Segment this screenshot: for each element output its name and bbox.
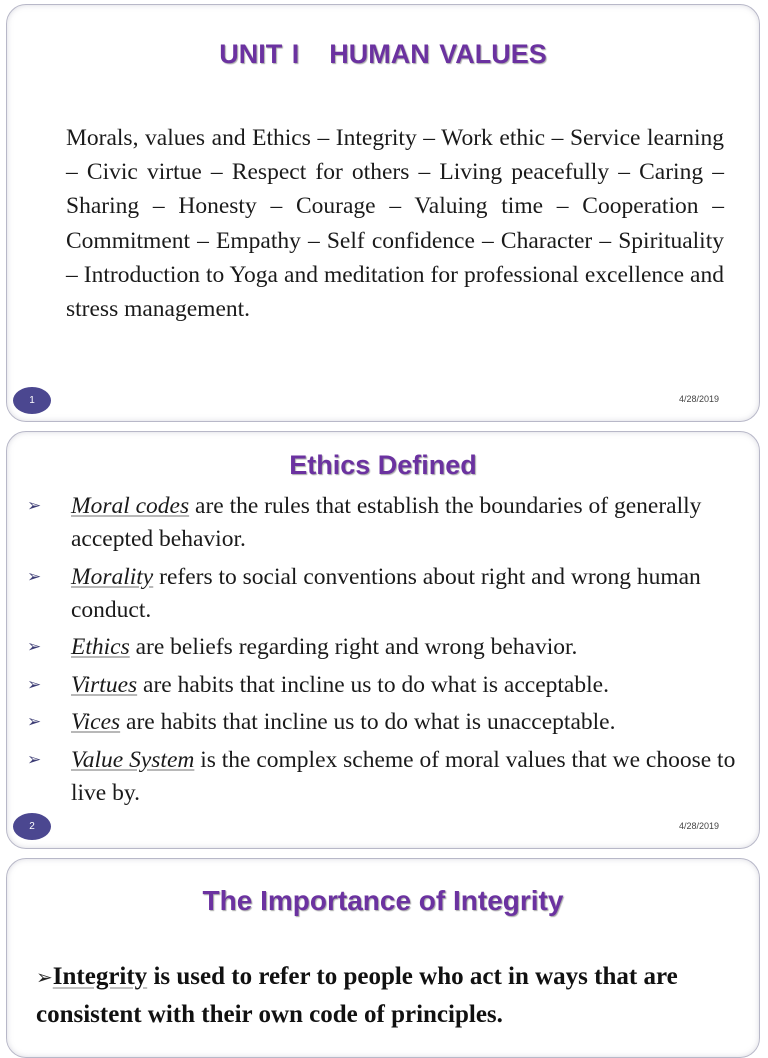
slide-1	[6, 4, 760, 422]
definition: is the complex scheme of moral values that we choose to live by.	[71, 746, 736, 806]
definition: are habits that incline us to do what is acceptable.	[137, 671, 609, 698]
slide-title	[7, 39, 759, 70]
arrow-bullet-icon: ➢	[36, 965, 53, 989]
unit-label: UNIT I	[219, 39, 300, 69]
term: Integrity	[52, 963, 148, 990]
definition: are the rules that establish the boundaries of generally accepted behavior.	[71, 493, 702, 552]
definition: is used to refer to people who act in ways that are consistent with their own code of principles.	[36, 963, 678, 1028]
arrow-bullet-icon: ➢	[27, 496, 42, 516]
list-item	[27, 561, 753, 627]
slide-number-badge: 1	[13, 387, 51, 414]
term: Virtues	[71, 671, 138, 698]
slide-3	[6, 858, 760, 1058]
term: Moral codes	[71, 493, 190, 519]
unit-title: HUMAN VALUES	[329, 39, 547, 69]
definition-list	[27, 490, 753, 814]
arrow-bullet-icon: ➢	[27, 712, 42, 732]
slide-date: 4/28/2019	[678, 394, 719, 404]
list-item	[27, 669, 753, 702]
arrow-bullet-icon: ➢	[27, 674, 42, 695]
definition: are habits that incline us to do what is unacceptable.	[120, 709, 616, 735]
slide-2	[6, 431, 760, 849]
list-item	[36, 958, 751, 1034]
term: Ethics	[71, 634, 130, 660]
slide-number-badge: 2	[13, 813, 51, 840]
slide-title: The Importance of Integrity	[202, 885, 564, 916]
syllabus-paragraph: Morals, values and Ethics – Integrity – Work ethic – Service learning – Civic virtue – Respect for others – Living peacefully – Caring – Sharing – Honesty – Courage – Valuing time – Cooperation – Commitment – Empathy – Self confidence – Character – Spirituality – Introduction to Yoga and meditation for professional excellence and stress management.	[66, 125, 724, 323]
term: Morality	[71, 563, 154, 590]
list-item	[27, 744, 753, 810]
definition: refers to social conventions about right and wrong human conduct.	[71, 563, 701, 623]
term: Value System	[71, 746, 195, 773]
arrow-bullet-icon: ➢	[27, 566, 42, 587]
slide-title: Ethics Defined	[289, 450, 477, 480]
definition: are beliefs regarding right and wrong behavior.	[129, 634, 578, 660]
list-item	[27, 631, 753, 664]
list-item	[27, 490, 753, 556]
arrow-bullet-icon: ➢	[27, 637, 42, 657]
arrow-bullet-icon: ➢	[27, 749, 42, 770]
slide-date: 4/28/2019	[678, 821, 719, 831]
list-item	[27, 706, 753, 739]
term: Vices	[71, 709, 121, 735]
